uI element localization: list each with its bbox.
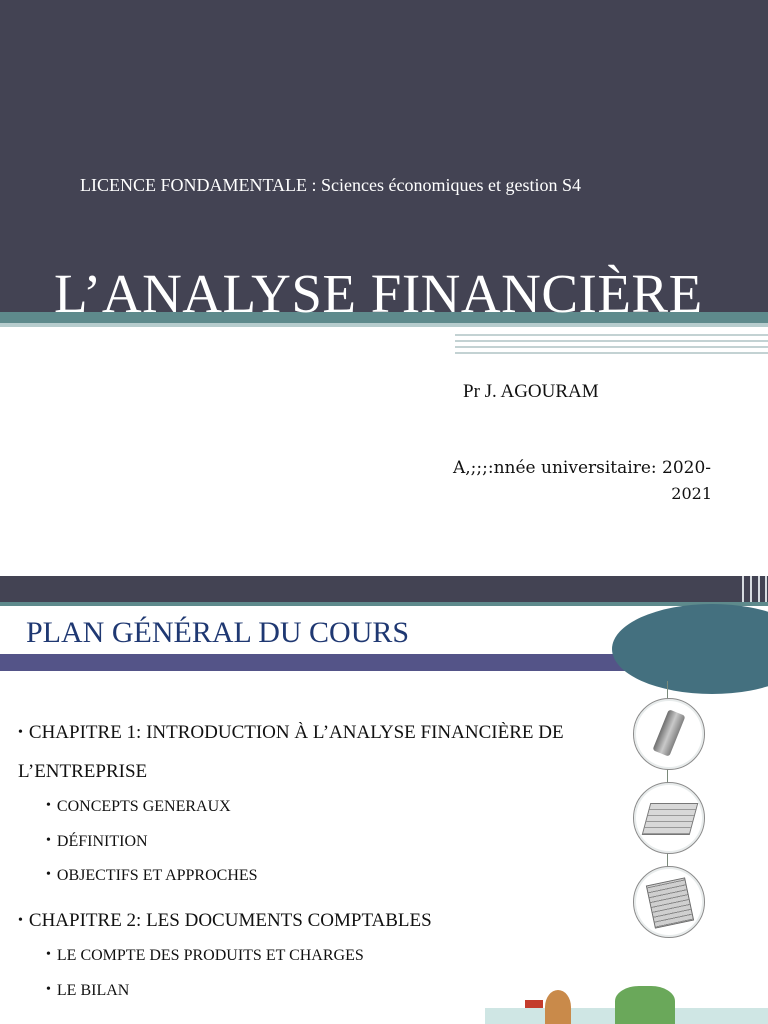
chapter-1-text: CHAPITRE 1: INTRODUCTION À L’ANALYSE FINANCIÈRE DE: [28, 722, 564, 743]
list-item: [46, 833, 148, 851]
author: Pr J. AGOURAM: [463, 381, 599, 402]
bullet: •: [46, 947, 51, 962]
list-item: [46, 798, 231, 816]
decor-bar: [765, 576, 767, 602]
list-item-text: LE COMPTE DES PRODUITS ET CHARGES: [56, 947, 364, 964]
academic-year: [453, 456, 712, 506]
decor-stripe: [455, 352, 768, 354]
decor-stripe: [455, 340, 768, 342]
header-band: [0, 576, 768, 602]
teal-band: [0, 602, 768, 606]
bullet: •: [46, 798, 51, 813]
chapter-1-heading-cont: L’ENTREPRISE: [18, 761, 148, 782]
bullet: •: [46, 982, 51, 997]
decorative-clipart: [485, 986, 768, 1024]
academic-year-line2: 2021: [671, 484, 712, 503]
document-icon: [633, 866, 705, 938]
slide-title: L’ANALYSE FINANCIÈRE: [54, 263, 703, 324]
list-item: [46, 867, 258, 885]
bullet: •: [18, 725, 23, 740]
list-item: [46, 982, 129, 1000]
decor-bar: [742, 576, 744, 602]
phone-icon: [633, 698, 705, 770]
bullet: •: [46, 833, 51, 848]
chapter-1-heading: [18, 722, 630, 744]
course-subtitle: LICENCE FONDAMENTALE : Sciences économiques et gestion S4: [80, 175, 581, 195]
decor-stripe: [455, 334, 768, 336]
bullet: •: [18, 913, 23, 928]
academic-year-line1: A,;;;:nnée universitaire: 2020-: [453, 458, 712, 478]
decor-bar: [750, 576, 752, 602]
chapter-2-text: CHAPITRE 2: LES DOCUMENTS COMPTABLES: [28, 910, 432, 931]
list-item-text: OBJECTIFS ET APPROCHES: [56, 867, 258, 884]
bullet: •: [46, 867, 51, 882]
decor-bar: [758, 576, 760, 602]
list-item-text: DÉFINITION: [56, 833, 148, 850]
list-item-text: LE BILAN: [56, 982, 130, 999]
decor-stripe: [455, 346, 768, 348]
chapter-2-heading: [18, 910, 432, 932]
slide-title: PLAN GÉNÉRAL DU COURS: [26, 616, 410, 649]
list-item-text: CONCEPTS GENERAUX: [56, 798, 231, 815]
decor-oval: [612, 604, 768, 694]
list-item: [46, 947, 364, 965]
plan-slide: [0, 576, 768, 1024]
chart-icon: [633, 782, 705, 854]
